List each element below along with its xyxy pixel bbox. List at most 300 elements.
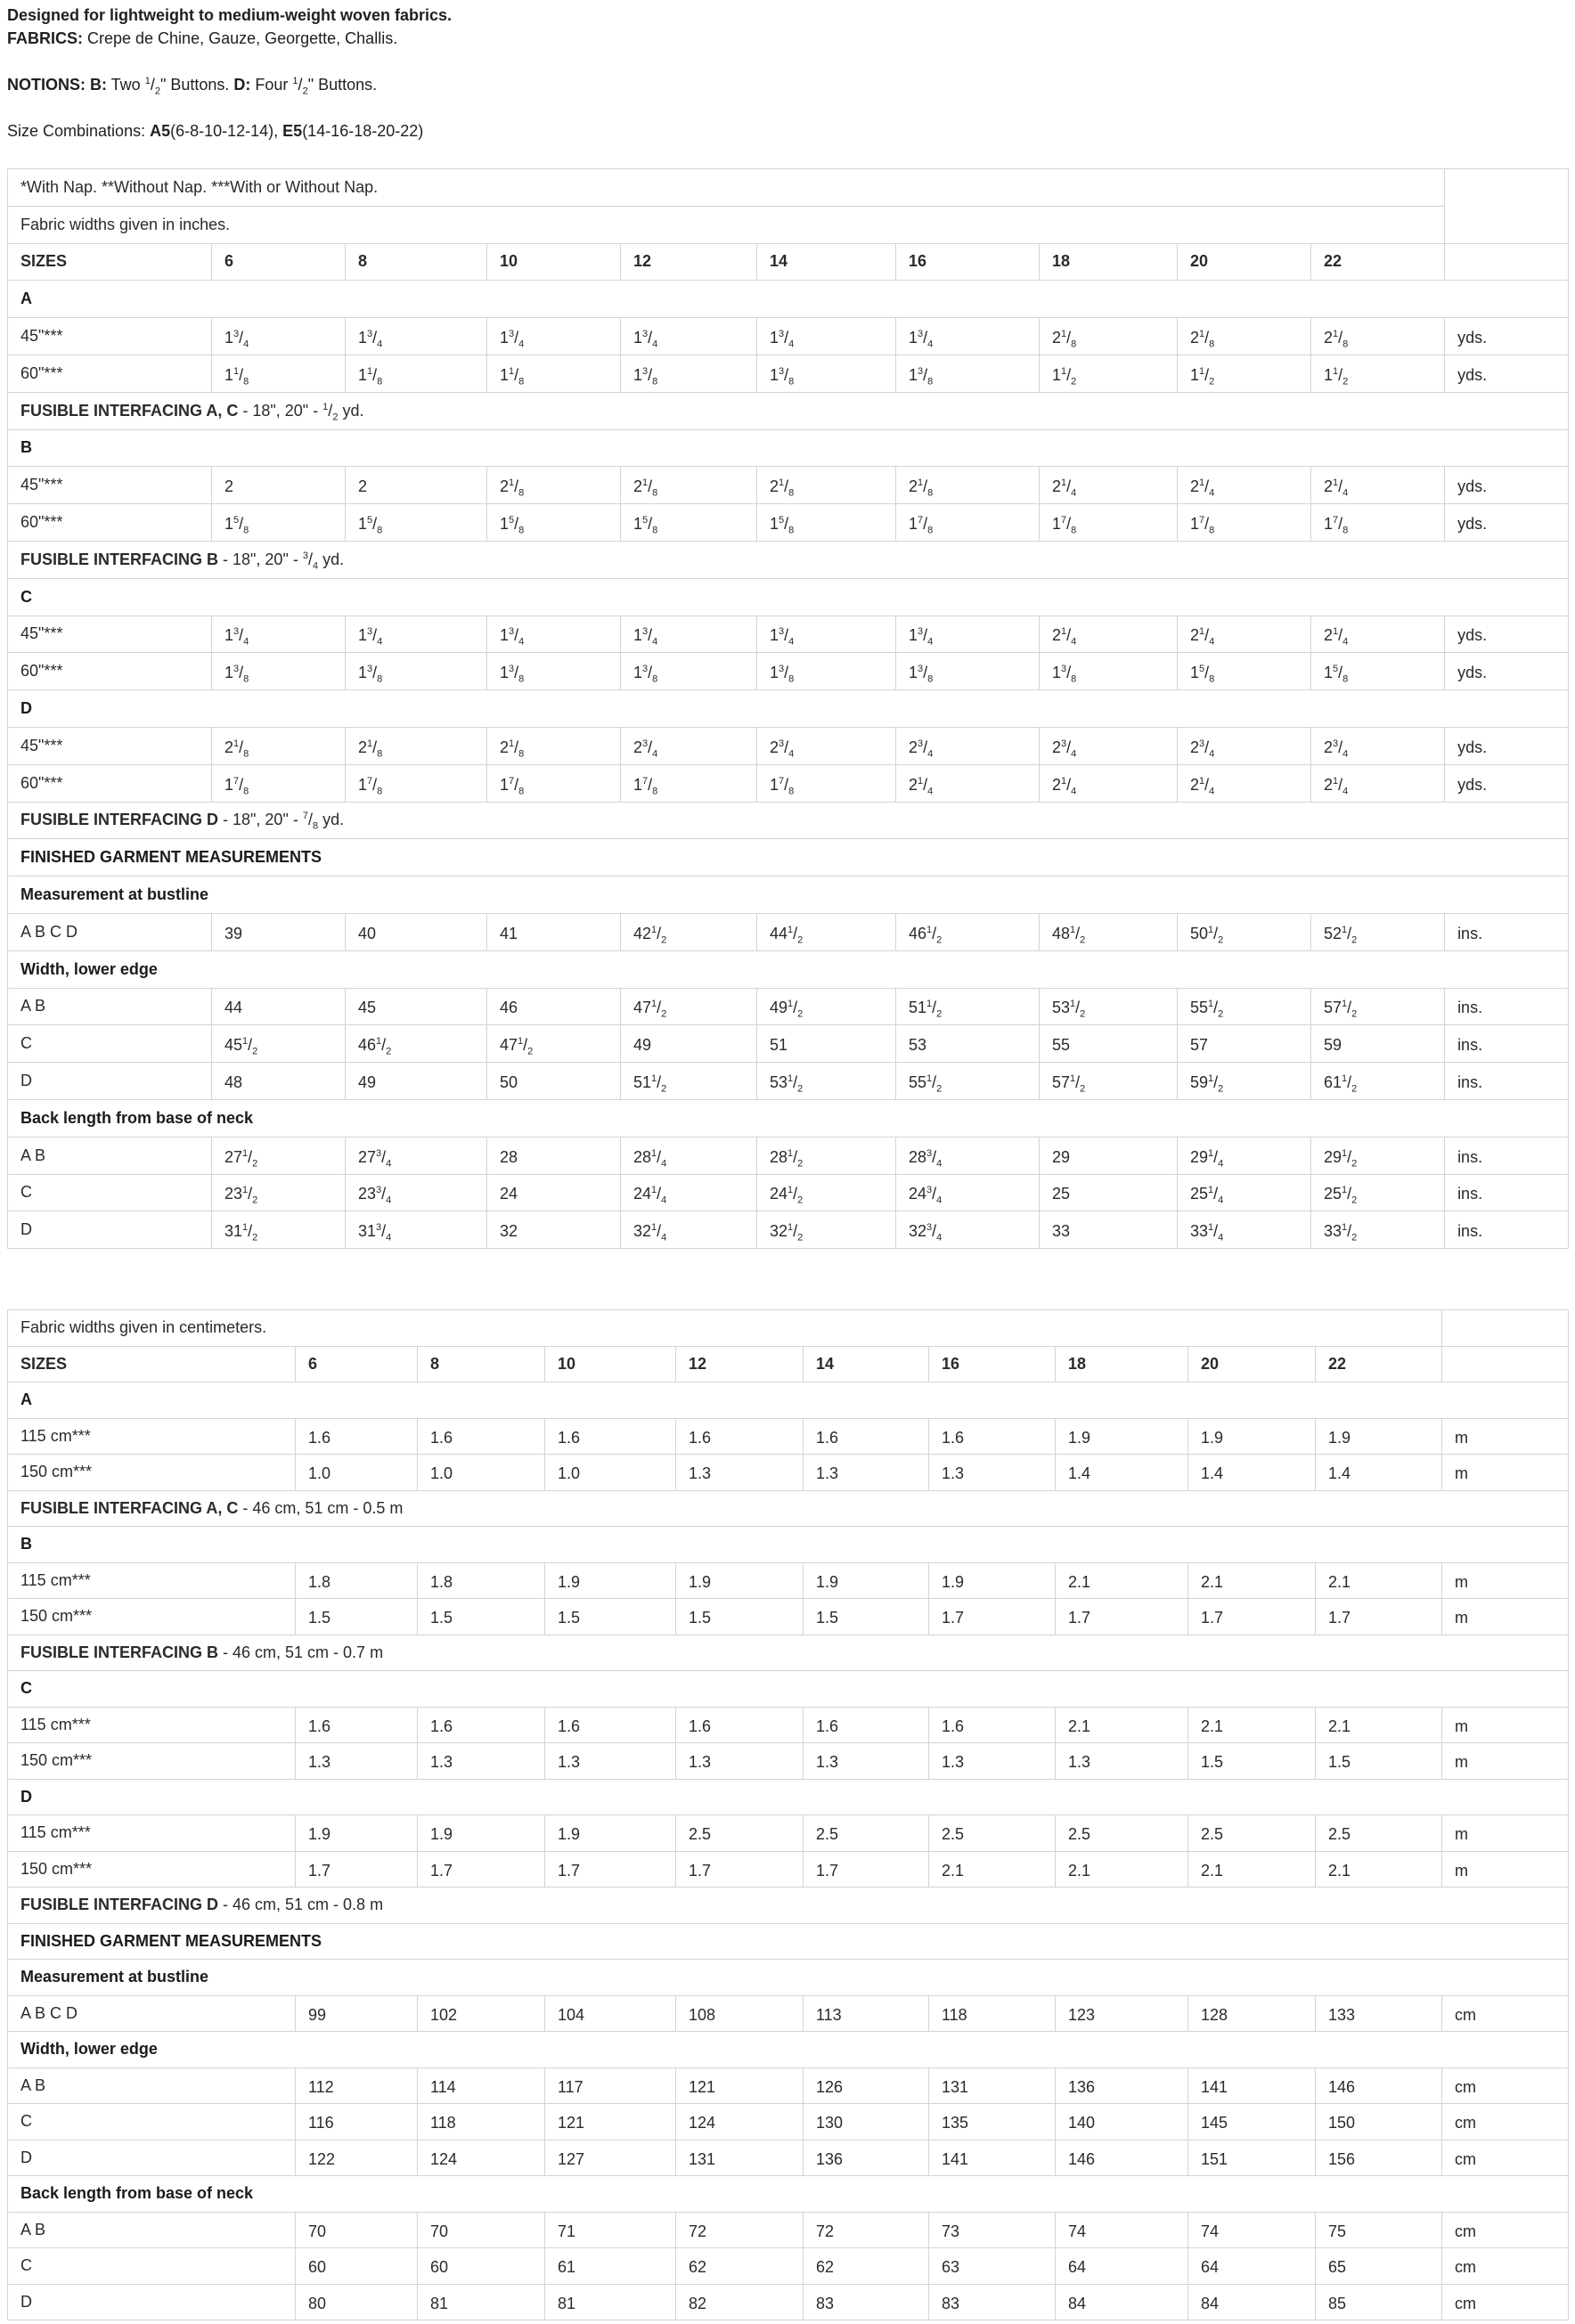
value-cell: $1^1/_8$ (346, 355, 487, 392)
size-e5: E5 (282, 122, 303, 140)
section-label: D (8, 690, 1569, 728)
interfacing-text: - 46 cm, 51 cm - 0.8 m (218, 1896, 384, 1914)
fabrics-text: Crepe de Chine, Gauze, Georgette, Challis. (83, 29, 398, 47)
value-cell: 1.3 (676, 1743, 804, 1780)
interfacing-note (8, 541, 1569, 578)
unit-cell: ins. (1445, 1174, 1569, 1211)
value-cell: $2^1/_4$ (1311, 616, 1445, 653)
unit-cell: m (1442, 1743, 1569, 1780)
value-cell: 1.9 (1188, 1418, 1316, 1455)
row-label: 150 cm*** (8, 1599, 296, 1635)
value-cell: 41 (487, 913, 621, 950)
value-cell: $2^1/_8$ (1311, 318, 1445, 355)
value-cell: 1.5 (418, 1599, 545, 1635)
row-label: 45"*** (8, 727, 212, 764)
value-cell: 2.5 (1056, 1815, 1188, 1852)
value-cell: 62 (676, 2248, 804, 2285)
unit-cell: cm (1442, 2140, 1569, 2176)
value-cell: 32 (487, 1211, 621, 1249)
value-cell: 1.5 (1188, 1743, 1316, 1780)
notions-d-label: D: (233, 76, 251, 94)
value-cell: 2.1 (929, 1851, 1056, 1888)
table-row (8, 1527, 1569, 1563)
value-cell: $1^5/_8$ (487, 504, 621, 542)
value-cell: $2^1/_8$ (621, 467, 757, 504)
value-cell: $44^1/_2$ (757, 913, 896, 950)
value-cell: 146 (1056, 2140, 1188, 2176)
value-cell: 60 (418, 2248, 545, 2285)
value-cell: 65 (1316, 2248, 1442, 2285)
value-cell: 57 (1178, 1025, 1311, 1063)
table-row (8, 578, 1569, 616)
value-cell: $25^1/_4$ (1178, 1174, 1311, 1211)
pattern-intro (7, 4, 1566, 143)
value-cell: 114 (418, 2067, 545, 2104)
value-cell: 1.6 (929, 1418, 1056, 1455)
interfacing-label: FUSIBLE INTERFACING A, C (20, 1498, 239, 1517)
table-row (8, 616, 1569, 653)
value-cell: 141 (1188, 2067, 1316, 2104)
row-label: 60"*** (8, 653, 212, 690)
value-cell: $1^3/_4$ (212, 616, 346, 653)
value-cell: $1^7/_8$ (487, 764, 621, 802)
value-cell: $1^3/_8$ (757, 653, 896, 690)
value-cell: $1^3/_8$ (757, 355, 896, 392)
table-row (8, 1671, 1569, 1708)
value-cell: 1.6 (676, 1707, 804, 1743)
value-cell: 2.1 (1056, 1707, 1188, 1743)
value-cell: 49 (346, 1063, 487, 1100)
value-cell: $2^3/_4$ (896, 727, 1040, 764)
value-cell: 156 (1316, 2140, 1442, 2176)
table-row (8, 1562, 1569, 1599)
value-cell: $53^1/_2$ (1040, 988, 1178, 1025)
row-label: 115 cm*** (8, 1562, 296, 1599)
section-label: Width, lower edge (8, 950, 1569, 988)
table-row (8, 690, 1569, 728)
row-label: C (8, 1174, 212, 1211)
value-cell: 2.1 (1316, 1707, 1442, 1743)
size-header: 12 (621, 243, 757, 281)
unit-cell: yds. (1445, 318, 1569, 355)
value-cell: 121 (545, 2104, 676, 2141)
size-label: Size Combinations: (7, 122, 151, 140)
section-label: Back length from base of neck (8, 2176, 1569, 2213)
table-row (8, 839, 1569, 877)
interfacing-note (8, 392, 1569, 429)
value-cell: 2.5 (1316, 1815, 1442, 1852)
value-cell: 61 (545, 2248, 676, 2285)
value-cell: $1^7/_8$ (621, 764, 757, 802)
value-cell: $1^3/_8$ (621, 653, 757, 690)
value-cell: 1.5 (804, 1599, 929, 1635)
value-cell: $47^1/_2$ (487, 1025, 621, 1063)
nap-note-row (8, 169, 1569, 207)
value-cell: $29^1/_2$ (1311, 1137, 1445, 1174)
value-cell: 83 (929, 2284, 1056, 2320)
size-header: 8 (346, 243, 487, 281)
table-row (8, 1851, 1569, 1888)
size-header: 16 (929, 1346, 1056, 1382)
value-cell: 2.5 (1188, 1815, 1316, 1852)
value-cell: 33 (1040, 1211, 1178, 1249)
value-cell: 1.3 (1056, 1743, 1188, 1780)
fabrics-label: FABRICS: (7, 29, 83, 47)
value-cell: 1.8 (418, 1562, 545, 1599)
value-cell: $2^1/_4$ (1178, 616, 1311, 653)
value-cell: $1^1/_8$ (212, 355, 346, 392)
value-cell: 29 (1040, 1137, 1178, 1174)
table-row (8, 1960, 1569, 1996)
unit-cell: m (1442, 1418, 1569, 1455)
blank-cell (1445, 243, 1569, 281)
table-row (8, 281, 1569, 318)
table-row (8, 1137, 1569, 1174)
row-label: A B (8, 1137, 212, 1174)
value-cell: $2^1/_8$ (757, 467, 896, 504)
value-cell: $1^3/_4$ (621, 616, 757, 653)
value-cell: 1.0 (296, 1455, 418, 1491)
value-cell: $55^1/_2$ (896, 1063, 1040, 1100)
value-cell: $1^7/_8$ (1040, 504, 1178, 542)
interfacing-label: FUSIBLE INTERFACING D (20, 1896, 219, 1914)
value-cell: 1.7 (1316, 1599, 1442, 1635)
size-header: 18 (1040, 243, 1178, 281)
table-row (8, 1995, 1569, 2032)
section-label: D (8, 1779, 1569, 1815)
value-cell: 1.3 (804, 1743, 929, 1780)
section-label: Width, lower edge (8, 2032, 1569, 2068)
blank-cell (1442, 1346, 1569, 1382)
table-row (8, 1490, 1569, 1527)
value-cell: 131 (676, 2140, 804, 2176)
value-cell: 113 (804, 1995, 929, 2032)
value-cell: 62 (804, 2248, 929, 2285)
value-cell: $1^1/_2$ (1311, 355, 1445, 392)
value-cell: 1.5 (1316, 1743, 1442, 1780)
value-cell: 80 (296, 2284, 418, 2320)
table-row (8, 1063, 1569, 1100)
value-cell: $29^1/_4$ (1178, 1137, 1311, 1174)
value-cell: $51^1/_2$ (621, 1063, 757, 1100)
value-cell: 1.9 (545, 1815, 676, 1852)
value-cell: 2.5 (804, 1815, 929, 1852)
table-row (8, 541, 1569, 578)
row-label: 150 cm*** (8, 1455, 296, 1491)
table-row (8, 913, 1569, 950)
section-label: Back length from base of neck (8, 1099, 1569, 1137)
value-cell: 2.5 (676, 1815, 804, 1852)
value-cell: 126 (804, 2067, 929, 2104)
value-cell: $2^1/_4$ (1311, 467, 1445, 504)
value-cell: $24^3/_4$ (896, 1174, 1040, 1211)
value-cell: 118 (929, 1995, 1056, 2032)
value-cell: $1^3/_4$ (212, 318, 346, 355)
value-cell: $2^1/_4$ (1040, 467, 1178, 504)
row-label: 150 cm*** (8, 1851, 296, 1888)
value-cell: $28^1/_2$ (757, 1137, 896, 1174)
value-cell: $1^3/_4$ (621, 318, 757, 355)
value-cell: $1^1/_2$ (1178, 355, 1311, 392)
value-cell: 28 (487, 1137, 621, 1174)
value-cell: 55 (1040, 1025, 1178, 1063)
table-row (8, 1635, 1569, 1671)
value-cell: 84 (1188, 2284, 1316, 2320)
value-cell: $32^3/_4$ (896, 1211, 1040, 1249)
value-cell: $1^3/_4$ (757, 318, 896, 355)
value-cell: 128 (1188, 1995, 1316, 2032)
size-header: 10 (487, 243, 621, 281)
value-cell: $2^1/_8$ (487, 727, 621, 764)
row-label: A B (8, 2212, 296, 2248)
value-cell: 1.9 (418, 1815, 545, 1852)
value-cell: $2^3/_4$ (757, 727, 896, 764)
nap-note: *With Nap. **Without Nap. ***With or Without Nap. (8, 169, 1445, 207)
unit-cell: ins. (1445, 913, 1569, 950)
value-cell: $25^1/_2$ (1311, 1174, 1445, 1211)
value-cell: $1^1/_2$ (1040, 355, 1178, 392)
sizes-label: SIZES (8, 243, 212, 281)
section-label: C (8, 578, 1569, 616)
widths-note-row (8, 206, 1569, 243)
row-label: D (8, 2140, 296, 2176)
value-cell: 117 (545, 2067, 676, 2104)
value-cell: $32^1/_2$ (757, 1211, 896, 1249)
unit-cell: yds. (1445, 727, 1569, 764)
value-cell: 2.1 (1056, 1562, 1188, 1599)
value-cell: 1.7 (929, 1599, 1056, 1635)
notions-b-text: Two $^1/_2$" Buttons. (107, 76, 234, 97)
row-label: A B (8, 988, 212, 1025)
widths-note: Fabric widths given in inches. (8, 206, 1445, 243)
value-cell: $2^1/_8$ (487, 467, 621, 504)
row-label: D (8, 1063, 212, 1100)
value-cell: $1^3/_4$ (896, 616, 1040, 653)
value-cell: 1.8 (296, 1562, 418, 1599)
value-cell: 1.9 (1056, 1418, 1188, 1455)
value-cell: $2^1/_8$ (896, 467, 1040, 504)
value-cell: 112 (296, 2067, 418, 2104)
unit-cell: cm (1442, 2248, 1569, 2285)
section-label: A (8, 281, 1569, 318)
value-cell: $1^3/_4$ (346, 616, 487, 653)
table-row (8, 764, 1569, 802)
value-cell: 133 (1316, 1995, 1442, 2032)
value-cell: $2^1/_4$ (1040, 764, 1178, 802)
section-label: B (8, 1527, 1569, 1563)
unit-cell: yds. (1445, 355, 1569, 392)
size-header: 22 (1311, 243, 1445, 281)
value-cell: 72 (804, 2212, 929, 2248)
table-row (8, 1211, 1569, 1249)
value-cell: $1^7/_8$ (896, 504, 1040, 542)
value-cell: $51^1/_2$ (896, 988, 1040, 1025)
value-cell: 2.1 (1316, 1851, 1442, 1888)
value-cell: $1^5/_8$ (757, 504, 896, 542)
value-cell: 118 (418, 2104, 545, 2141)
table-row (8, 429, 1569, 467)
value-cell: 82 (676, 2284, 804, 2320)
value-cell: $1^3/_8$ (896, 355, 1040, 392)
value-cell: 1.6 (804, 1707, 929, 1743)
value-cell: $23^1/_2$ (212, 1174, 346, 1211)
value-cell: 2.1 (1188, 1851, 1316, 1888)
unit-cell: cm (1442, 2104, 1569, 2141)
row-label: 45"*** (8, 318, 212, 355)
value-cell: $1^5/_8$ (621, 504, 757, 542)
table-row (8, 2212, 1569, 2248)
value-cell: $49^1/_2$ (757, 988, 896, 1025)
value-cell: $1^3/_8$ (346, 653, 487, 690)
row-label: 115 cm*** (8, 1815, 296, 1852)
value-cell: $1^7/_8$ (757, 764, 896, 802)
value-cell: 1.5 (296, 1599, 418, 1635)
value-cell: $50^1/_2$ (1178, 913, 1311, 950)
interfacing-note (8, 1888, 1569, 1924)
value-cell: $1^7/_8$ (346, 764, 487, 802)
value-cell: 124 (676, 2104, 804, 2141)
size-header: 18 (1056, 1346, 1188, 1382)
value-cell: 1.3 (676, 1455, 804, 1491)
value-cell: $1^3/_4$ (896, 318, 1040, 355)
value-cell: 123 (1056, 1995, 1188, 2032)
value-cell: 84 (1056, 2284, 1188, 2320)
value-cell: $1^5/_8$ (1178, 653, 1311, 690)
value-cell: 1.6 (296, 1418, 418, 1455)
value-cell: 1.7 (804, 1851, 929, 1888)
value-cell: $1^3/_4$ (346, 318, 487, 355)
value-cell: $48^1/_2$ (1040, 913, 1178, 950)
value-cell: $2^1/_8$ (212, 727, 346, 764)
value-cell: 1.6 (545, 1707, 676, 1743)
unit-cell: cm (1442, 2284, 1569, 2320)
value-cell: $55^1/_2$ (1178, 988, 1311, 1025)
value-cell: 49 (621, 1025, 757, 1063)
value-cell: $33^1/_4$ (1178, 1211, 1311, 1249)
table-row (8, 2176, 1569, 2213)
value-cell: $2^3/_4$ (1311, 727, 1445, 764)
size-e5-range: (14-16-18-20-22) (302, 122, 424, 140)
value-cell: 51 (757, 1025, 896, 1063)
size-header: 8 (418, 1346, 545, 1382)
value-cell: 1.0 (418, 1455, 545, 1491)
table-row (8, 2104, 1569, 2141)
row-label: 60"*** (8, 355, 212, 392)
size-header: 6 (296, 1346, 418, 1382)
value-cell: $2^3/_4$ (1178, 727, 1311, 764)
size-header: 14 (804, 1346, 929, 1382)
value-cell: $47^1/_2$ (621, 988, 757, 1025)
value-cell: 70 (296, 2212, 418, 2248)
size-header: 10 (545, 1346, 676, 1382)
value-cell: 1.7 (676, 1851, 804, 1888)
section-label: FINISHED GARMENT MEASUREMENTS (8, 839, 1569, 877)
table-row (8, 1025, 1569, 1063)
value-cell: 1.3 (929, 1743, 1056, 1780)
value-cell: 127 (545, 2140, 676, 2176)
table-row (8, 1599, 1569, 1635)
value-cell: $2^1/_4$ (1040, 616, 1178, 653)
value-cell: $1^5/_8$ (346, 504, 487, 542)
unit-cell: yds. (1445, 764, 1569, 802)
row-label: A B (8, 2067, 296, 2104)
row-label: 150 cm*** (8, 1743, 296, 1780)
value-cell: $1^3/_4$ (487, 318, 621, 355)
row-label: D (8, 2284, 296, 2320)
table-row (8, 1099, 1569, 1137)
table-row (8, 1707, 1569, 1743)
value-cell: 2.1 (1188, 1707, 1316, 1743)
value-cell: $31^3/_4$ (346, 1211, 487, 1249)
value-cell: 1.6 (804, 1418, 929, 1455)
size-header: 14 (757, 243, 896, 281)
yardage-table-centimeters (7, 1309, 1569, 2320)
value-cell: 83 (804, 2284, 929, 2320)
value-cell: 71 (545, 2212, 676, 2248)
section-label: B (8, 429, 1569, 467)
size-header: 12 (676, 1346, 804, 1382)
value-cell: 1.4 (1056, 1455, 1188, 1491)
value-cell: $32^1/_4$ (621, 1211, 757, 1249)
value-cell: 39 (212, 913, 346, 950)
value-cell: 135 (929, 2104, 1056, 2141)
blank-cell (1442, 1310, 1569, 1347)
value-cell: $2^1/_4$ (1178, 467, 1311, 504)
value-cell: 48 (212, 1063, 346, 1100)
value-cell: 59 (1311, 1025, 1445, 1063)
value-cell: 1.5 (676, 1599, 804, 1635)
row-label: C (8, 2104, 296, 2141)
value-cell: 99 (296, 1995, 418, 2032)
value-cell: $1^1/_8$ (487, 355, 621, 392)
value-cell: 40 (346, 913, 487, 950)
size-header: 6 (212, 243, 346, 281)
value-cell: 146 (1316, 2067, 1442, 2104)
value-cell: $1^7/_8$ (1311, 504, 1445, 542)
table-row (8, 2284, 1569, 2320)
intro-weight-line: Designed for lightweight to medium-weight woven fabrics. (7, 6, 453, 24)
value-cell: $46^1/_2$ (896, 913, 1040, 950)
value-cell: 104 (545, 1995, 676, 2032)
value-cell: 151 (1188, 2140, 1316, 2176)
row-label: 60"*** (8, 504, 212, 542)
value-cell: 1.9 (1316, 1418, 1442, 1455)
interfacing-note (8, 802, 1569, 839)
notions-b-label: B: (86, 76, 107, 94)
value-cell: 141 (929, 2140, 1056, 2176)
value-cell: $1^5/_8$ (212, 504, 346, 542)
row-label: 60"*** (8, 764, 212, 802)
value-cell: $57^1/_2$ (1040, 1063, 1178, 1100)
value-cell: 2 (212, 467, 346, 504)
value-cell: $27^1/_2$ (212, 1137, 346, 1174)
table-row (8, 988, 1569, 1025)
value-cell: 1.0 (545, 1455, 676, 1491)
table-row (8, 802, 1569, 839)
value-cell: $52^1/_2$ (1311, 913, 1445, 950)
value-cell: $61^1/_2$ (1311, 1063, 1445, 1100)
yardage-table-inches (7, 168, 1569, 1249)
value-cell: 74 (1188, 2212, 1316, 2248)
sizes-header-row (8, 243, 1569, 281)
unit-cell: ins. (1445, 1137, 1569, 1174)
interfacing-label: FUSIBLE INTERFACING B (20, 550, 219, 568)
value-cell: $1^3/_8$ (621, 355, 757, 392)
table-row (8, 1923, 1569, 1960)
value-cell: 75 (1316, 2212, 1442, 2248)
intro-fabrics-line (7, 27, 1566, 50)
unit-cell: m (1442, 1815, 1569, 1852)
